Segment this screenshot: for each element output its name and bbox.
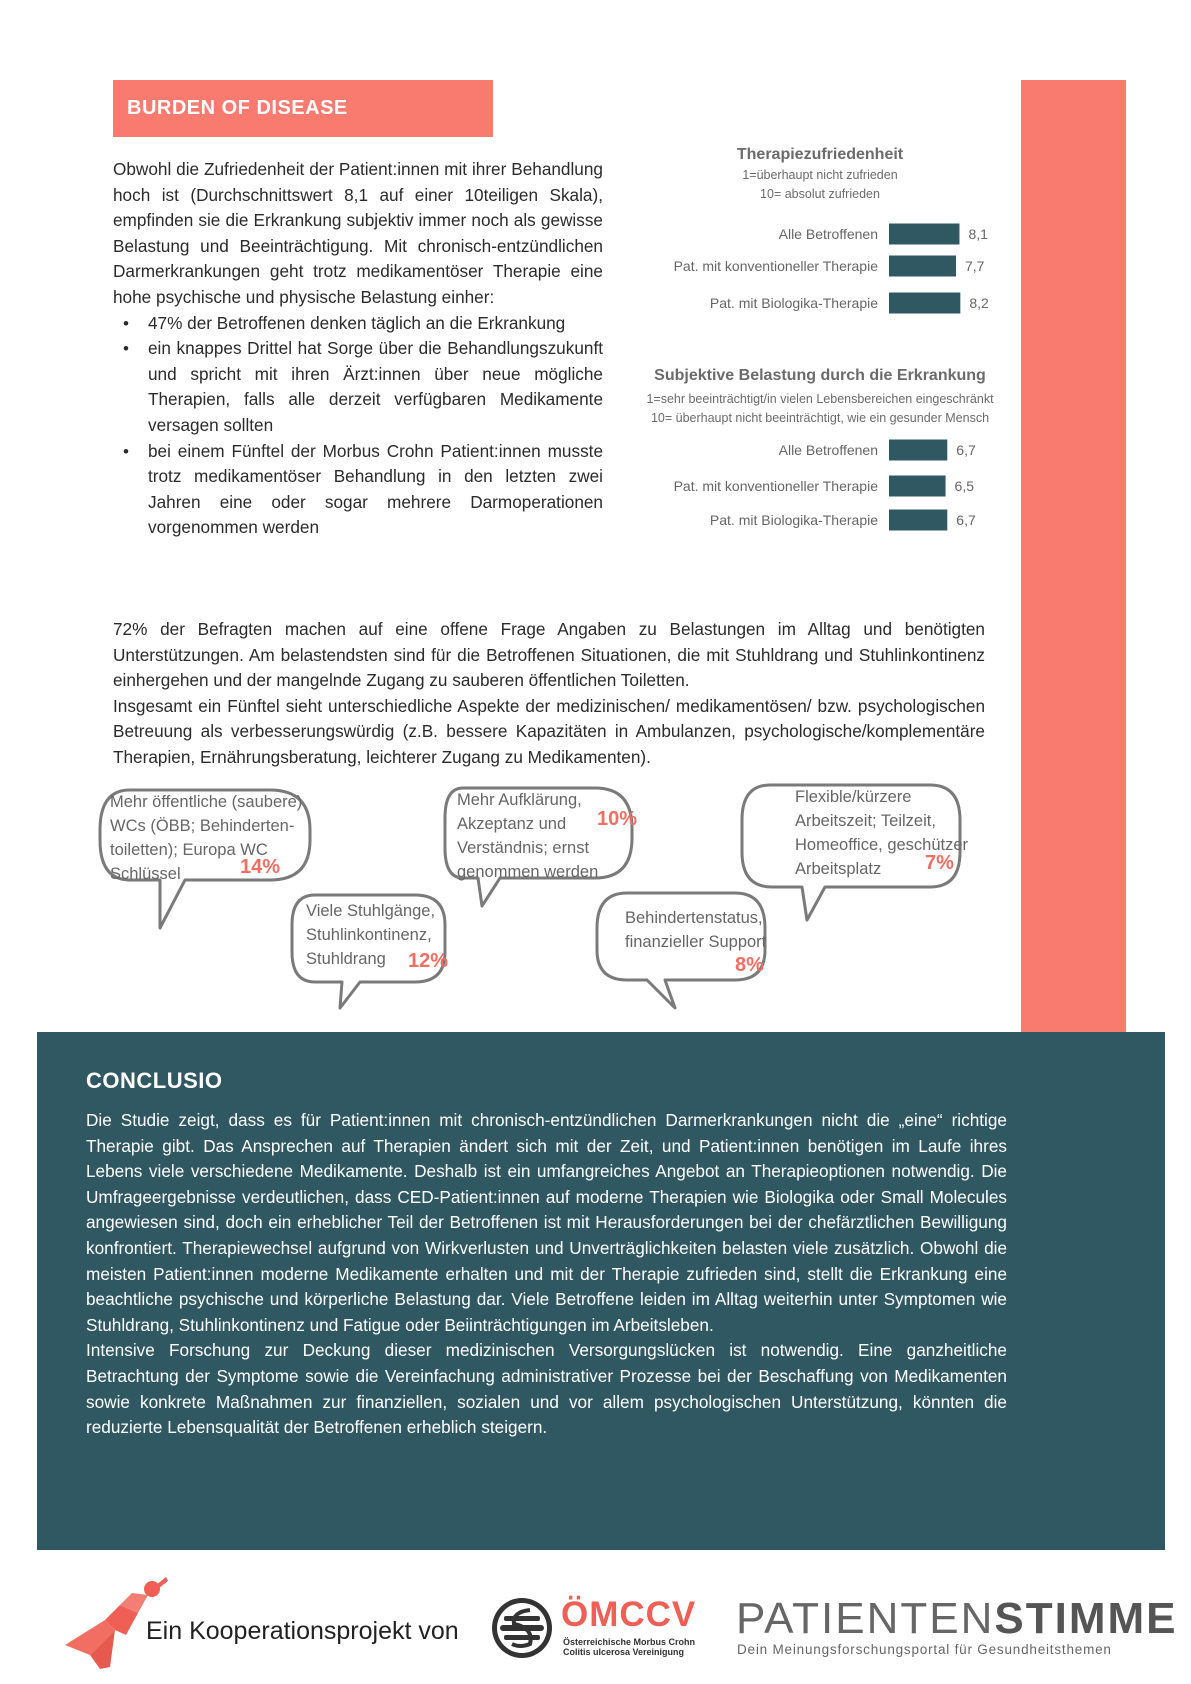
- bubble-text: Mehr öffentliche (saubere) WCs (ÖBB; Behinderten- toiletten); Europa WC Schlüssel: [110, 793, 303, 883]
- chart-title: Subjektive Belastung durch die Erkrankung: [654, 367, 986, 384]
- bar-value-label: 6,7: [956, 442, 976, 458]
- survey-text: [113, 617, 985, 771]
- bubble-percentage: 12%: [408, 950, 449, 972]
- omccv-name: ÖMCCV: [561, 1595, 697, 1634]
- section-title: BURDEN OF DISEASE: [113, 80, 493, 137]
- bar-category-label: Pat. mit Biologika-Therapie: [709, 512, 878, 528]
- bar-category-label: Pat. mit Biologika-Therapie: [709, 295, 878, 311]
- bullet-item: • bei einem Fünftel der Morbus Crohn Patient:innen musste trotz medikamentöser Behandlung in den letzten zwei Jahren eine oder sogar mehrere Darmoperationen vorgenommen werden: [113, 439, 603, 541]
- bubble-percentage: 10%: [597, 808, 638, 830]
- chart-subjective-burden: [630, 367, 1010, 538]
- chart-title: Therapiezufriedenheit: [736, 146, 904, 163]
- bar-category-label: Pat. mit konventioneller Therapie: [673, 258, 878, 274]
- bar: [889, 510, 947, 531]
- patientenstimme-logo: PATIENTENSTIMME: [736, 1594, 1178, 1643]
- bar: [889, 293, 960, 314]
- cooperation-text: Ein Kooperationsprojekt von: [146, 1617, 459, 1645]
- bar-value-label: 8,2: [969, 295, 989, 311]
- bullet-item: • 47% der Betroffenen denken täglich an die Erkrankung: [113, 311, 603, 337]
- bubble-text: Viele Stuhlgänge, Stuhlinkontinenz, Stuhldrang: [306, 902, 436, 968]
- intro-bullets: [113, 311, 603, 541]
- bubble-percentage: 8%: [735, 954, 764, 976]
- bubble-text: Flexible/kürzere Arbeitszeit; Teilzeit, Homeoffice, geschützer Arbeitsplatz: [795, 788, 969, 878]
- bubble-text: Mehr Aufklärung, Akzeptanz und Verständnis; ernst genommen werden: [457, 791, 599, 881]
- bullet-item: • ein knappes Drittel hat Sorge über die Behandlungszukunft und spricht mit ihren Ärzt:innen über neue mögliche Therapien, falls alle derzeit verfügbaren Medikamente versagen sollten: [113, 336, 603, 438]
- bar-value-label: 6,7: [956, 512, 976, 528]
- bubble-text: Behindertenstatus, finanzieller Support: [625, 909, 767, 951]
- bar-category-label: Pat. mit konventioneller Therapie: [673, 478, 878, 494]
- omccv-logo-icon: [490, 1596, 554, 1660]
- bubble-percentage: 7%: [925, 852, 954, 874]
- bar-value-label: 7,7: [964, 258, 985, 274]
- conclusio-title: CONCLUSIO: [86, 1068, 223, 1093]
- survey-paragraph: 72% der Befragten machen auf eine offene Frage Angaben zu Belastungen im Alltag und benötigten Unterstützungen. Am belastendsten sind für die Betroffenen Situationen, die mit Stuhldrang und Stuhlinkontinenz einhergehen und der mangelnde Zugang zu sauberen öffentlichen Toiletten.: [113, 619, 985, 691]
- intro-text: [113, 157, 603, 541]
- bar: [889, 224, 959, 245]
- intro-paragraph: Obwohl die Zufriedenheit der Patient:innen mit ihrer Behandlung hoch ist (Durchschnittswert 8,1 auf einer 10teiligen Skala), empfinden sie die Erkrankung subjektiv immer noch als gewisse Belastung und Beeinträchtigung. Mit chronisch-entzündlichen Darmerkrankungen geht trotz medikamentöser Therapie eine hohe psychische und physische Belastung einher:: [113, 159, 603, 307]
- chart-subtitle: 10= überhaupt nicht beeinträchtigt, wie ein gesunder Mensch: [650, 411, 990, 425]
- conclusio-paragraph: Die Studie zeigt, dass es für Patient:innen mit chronisch-entzündlichen Darmerkrankungen nicht die „eine“ richtige Therapie gibt. Das Ansprechen auf Therapien ändert sich mit der Zeit, und Patient:innen benötigen im Laufe ihres Lebens viele verschiedene Medikamente. Deshalb ist ein umfangreiches Angebot an Therapieoptionen notwendig. Die Umfrageergebnisse verdeutlichen, dass CED-Patient:innen auf moderne Therapien wie Biologika oder Small Molecules angewiesen sind, doch ein erheblicher Teil der Betroffenen ist mit Herausforderungen bei der chefärztlichen Bewilligung konfrontiert. Therapiewechsel aufgrund von Wirkverlusten und Unverträglichkeiten belasten viele zusätzlich. Obwohl die meisten Patient:innen moderne Medikamente erhalten und mit der Therapie zufrieden sind, stellt die Erkrankung eine beachtliche psychische und körperliche Belastung dar. Viele Betroffene leiden im Alltag weiterhin unter Symptomen wie Stuhldrang, Stuhlinkontinenz und Fatigue oder Beiinträchtigungen im Arbeitsleben.: [86, 1110, 1007, 1335]
- patientenstimme-tagline: Dein Meinungsforschungsportal für Gesundheitsthemen: [737, 1642, 1112, 1657]
- bar: [889, 476, 946, 497]
- bubble-percentage: 14%: [240, 856, 281, 878]
- conclusio-body: [86, 1108, 1007, 1441]
- chart-subtitle: 1=überhaupt nicht zufrieden: [742, 168, 898, 182]
- survey-paragraph: Insgesamt ein Fünftel sieht unterschiedliche Aspekte der medizinischen/ medikamentösen/ bzw. psychologischen Betreuung als verbesserungswürdig (z.B. bessere Kapazitäten in Ambulanzen, psychologische/komplementäre Therapien, Ernährungsberatung, leichterer Zugang zu Medikamenten).: [113, 695, 985, 767]
- bar-value-label: 6,5: [954, 478, 975, 494]
- chart-svg: [630, 428, 1010, 538]
- omccv-subtitle: Österreichische Morbus Crohn Colitis ulcerosa Vereinigung: [563, 1637, 696, 1657]
- chart-svg: [630, 204, 1010, 314]
- chart-therapy-satisfaction: [630, 146, 1010, 314]
- conclusio-paragraph: Intensive Forschung zur Deckung dieser medizinischen Versorgungslücken ist notwendig. Eine ganzheitliche Betrachtung der Symptome sowie die Vereinfachung administrativer Prozesse bei der Beschaffung von Medikamenten sowie konkrete Maßnahmen zur finanziellen, sozialen und vor allem psychologischen Unterstützung, könnten die reduzierte Lebensqualität der Betroffenen erheblich steigern.: [86, 1340, 1007, 1438]
- bar-category-label: Alle Betroffenen: [778, 226, 878, 242]
- bar-category-label: Alle Betroffenen: [778, 442, 878, 458]
- chart-subtitle: 10= absolut zufrieden: [760, 187, 880, 201]
- chart-subtitle: 1=sehr beeinträchtigt/in vielen Lebensbereichen eingeschränkt: [646, 392, 994, 406]
- bar-value-label: 8,1: [968, 226, 988, 242]
- bar: [889, 256, 956, 277]
- conclusio-section: [37, 1032, 1165, 1550]
- speech-bubbles: [95, 780, 1005, 1020]
- bar: [889, 440, 947, 461]
